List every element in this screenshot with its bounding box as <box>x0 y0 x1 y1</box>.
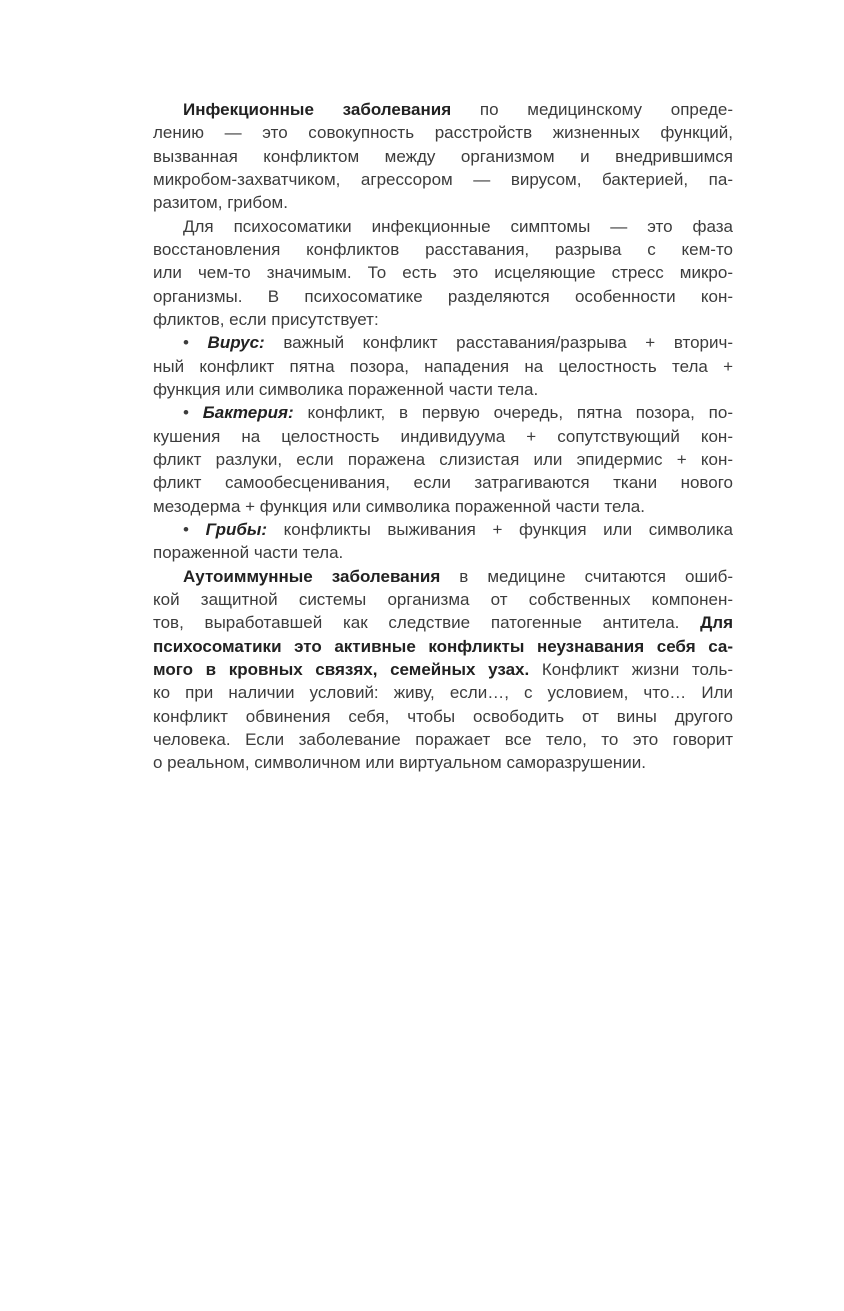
text-segment: тов, выработавшей как следствие патогенные антитела. <box>153 613 701 633</box>
text-segment: пораженной части тела. <box>153 543 344 563</box>
text-segment: фликт разлуки, если поражена слизистая или эпидермис + кон- <box>153 449 733 469</box>
text-segment: лению — это совокупность расстройств жизненных функций, <box>153 123 733 143</box>
text-line <box>153 658 733 681</box>
text-segment: ный конфликт пятна позора, нападения на целостность тела + <box>153 356 733 376</box>
text-line <box>153 425 733 448</box>
text-line <box>153 471 733 494</box>
text-segment: кушения на целостность индивидуума + сопутствующий кон- <box>153 426 733 446</box>
text-segment: организмы. В психосоматике разделяются особенности кон- <box>153 286 733 306</box>
text-line <box>153 331 733 354</box>
text-line <box>153 751 733 774</box>
text-segment: по медицинскому опреде- <box>451 100 733 119</box>
text-line <box>153 145 733 168</box>
text-segment: функция или символика пораженной части тела. <box>153 379 539 399</box>
text-line <box>153 495 733 518</box>
paragraph <box>153 401 733 518</box>
text-segment: фликтов, если присутствует: <box>153 309 379 329</box>
bold-text: мого в кровных связях, семейных узах. <box>153 659 530 679</box>
text-segment: важный конфликт расставания/разрыва + вторич- <box>264 333 733 353</box>
text-line <box>153 611 733 634</box>
bold-text: Инфекционные заболевания <box>183 100 452 119</box>
text-line <box>153 261 733 284</box>
text-segment: фликт самообесценивания, если затрагиваются ткани нового <box>153 473 733 493</box>
text-segment: ко при наличии условий: живу, если…, с условием, что… Или <box>153 683 733 703</box>
bold-text: Для <box>700 613 733 633</box>
page-body-text <box>153 98 733 775</box>
text-line <box>153 168 733 191</box>
text-segment: Для психосоматики инфекционные симптомы — это фаза <box>183 216 733 236</box>
text-line <box>153 635 733 658</box>
bullet-term: Грибы: <box>205 519 268 539</box>
paragraph <box>153 565 733 775</box>
text-segment: • <box>183 403 203 423</box>
text-segment: • <box>183 333 208 353</box>
text-line <box>153 541 733 564</box>
text-segment: мезодерма + функция или символика пораженной части тела. <box>153 496 645 516</box>
text-line <box>153 401 733 424</box>
text-line <box>153 121 733 144</box>
text-segment: разитом, грибом. <box>153 193 288 213</box>
text-line <box>153 728 733 751</box>
paragraph <box>153 215 733 332</box>
text-line <box>153 681 733 704</box>
text-segment: Конфликт жизни толь- <box>529 659 733 679</box>
text-segment: конфликт обвинения себя, чтобы освободить от вины другого <box>153 706 733 726</box>
bullet-term: Вирус: <box>207 333 265 353</box>
text-line <box>153 238 733 261</box>
text-segment: • <box>183 519 206 539</box>
text-segment: восстановления конфликтов расставания, разрыва с кем-то <box>153 239 733 259</box>
text-line <box>153 191 733 214</box>
text-segment: микробом-захватчиком, агрессором — вирусом, бактерией, па- <box>153 169 733 189</box>
text-segment: конфликт, в первую очередь, пятна позора, по- <box>293 403 733 423</box>
text-line <box>153 215 733 238</box>
text-segment: человека. Если заболевание поражает все тело, то это говорит <box>153 729 733 749</box>
paragraph <box>153 98 733 215</box>
text-segment: о реальном, символичном или виртуальном саморазрушении. <box>153 753 647 773</box>
text-line <box>153 378 733 401</box>
text-segment: или чем-то значимым. То есть это исцеляющие стресс микро- <box>153 263 733 283</box>
paragraph <box>153 331 733 401</box>
text-line <box>153 98 733 121</box>
bold-text: Аутоиммунные заболевания <box>183 566 441 586</box>
text-line <box>153 308 733 331</box>
text-line <box>153 448 733 471</box>
text-line <box>153 355 733 378</box>
text-segment: в медицине считаются ошиб- <box>440 566 733 586</box>
text-line <box>153 285 733 308</box>
text-segment: конфликты выживания + функция или символика <box>267 519 733 539</box>
bullet-term: Бактерия: <box>202 403 294 423</box>
text-line <box>153 518 733 541</box>
text-line <box>153 565 733 588</box>
text-segment: кой защитной системы организма от собственных компонен- <box>153 589 733 609</box>
bold-text: психосоматики это активные конфликты неузнавания себя са- <box>153 636 733 656</box>
text-line <box>153 588 733 611</box>
text-segment: вызванная конфликтом между организмом и внедрившимся <box>153 146 733 166</box>
text-line <box>153 705 733 728</box>
paragraph <box>153 518 733 565</box>
